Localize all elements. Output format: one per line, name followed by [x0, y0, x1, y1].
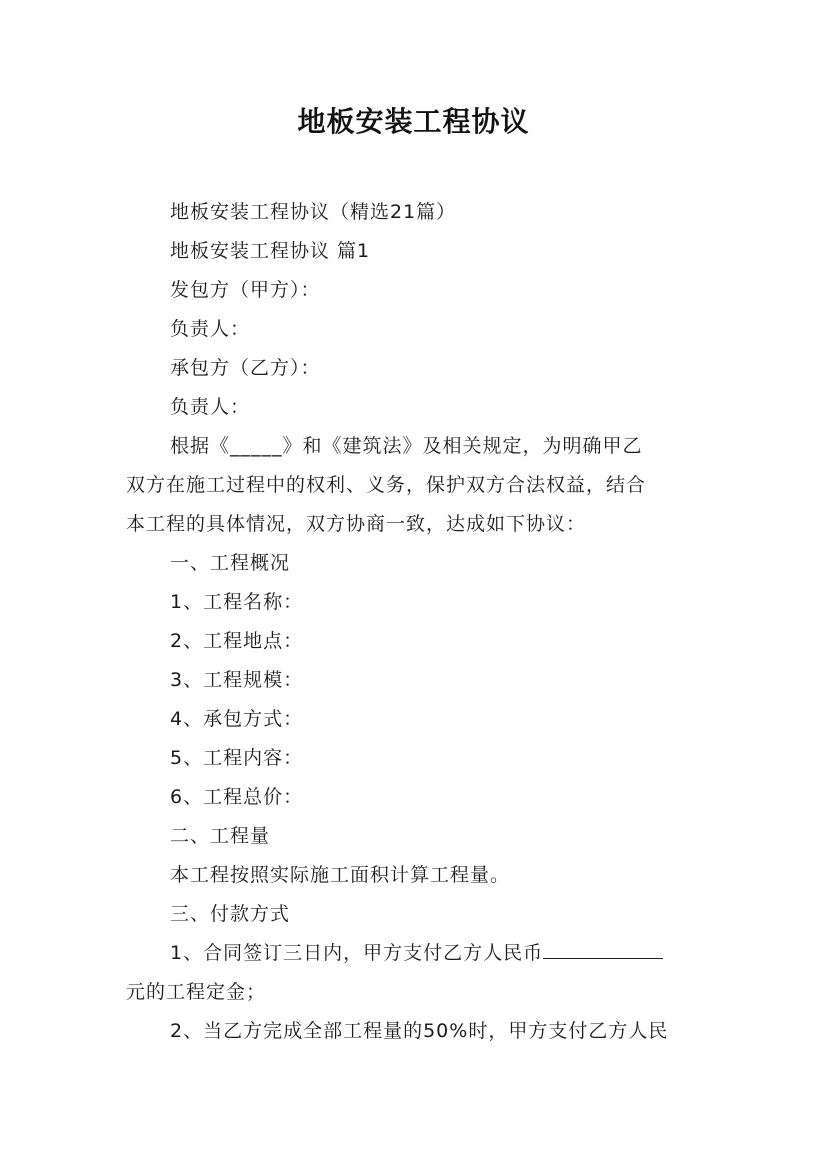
list-item-project-name: 1、工程名称：	[170, 591, 304, 613]
list-item-project-scale: 3、工程规模：	[170, 669, 304, 691]
paragraph-party-a: 发包方（甲方）：	[170, 279, 321, 301]
payment-1-text: 1、合同签订三日内，甲方支付乙方人民币	[170, 942, 544, 964]
preamble-line-1: 根据《_____》和《建筑法》及相关规定，为明确甲乙	[170, 435, 643, 457]
paragraph-party-b-representative: 负责人：	[170, 396, 251, 418]
paragraph-quantity-basis: 本工程按照实际施工面积计算工程量。	[170, 864, 511, 886]
paragraph-collection-title: 地板安装工程协议（精选21篇）	[170, 201, 457, 223]
list-item-project-location: 2、工程地点：	[170, 630, 304, 652]
preamble-line-3: 本工程的具体情况，双方协商一致，达成如下协议：	[126, 513, 587, 535]
paragraph-preamble	[126, 427, 706, 544]
payment-1-line-2: 元的工程定金；	[126, 981, 267, 1003]
list-item-contract-method: 4、承包方式：	[170, 708, 304, 730]
section-heading-payment: 三、付款方式	[170, 903, 291, 925]
paragraph-party-a-representative: 负责人：	[170, 318, 251, 340]
list-item-total-price: 6、工程总价：	[170, 786, 304, 808]
preamble-line-2: 双方在施工过程中的权利、义务，保护双方合法权益，结合	[126, 474, 647, 496]
list-item-project-content: 5、工程内容：	[170, 747, 304, 769]
section-heading-overview: 一、工程概况	[170, 552, 291, 574]
payment-1-line-1	[126, 934, 706, 973]
section-heading-quantity: 二、工程量	[170, 825, 271, 847]
document-body	[126, 193, 706, 1051]
paragraph-payment-1	[126, 934, 706, 1012]
document-title: 地板安装工程协议	[297, 105, 530, 138]
paragraph-payment-2: 2、当乙方完成全部工程量的50%时，甲方支付乙方人民	[170, 1020, 669, 1042]
paragraph-party-b: 承包方（乙方）：	[170, 357, 321, 379]
paragraph-chapter-heading: 地板安装工程协议 篇1	[170, 240, 371, 262]
amount-blank	[543, 934, 663, 959]
